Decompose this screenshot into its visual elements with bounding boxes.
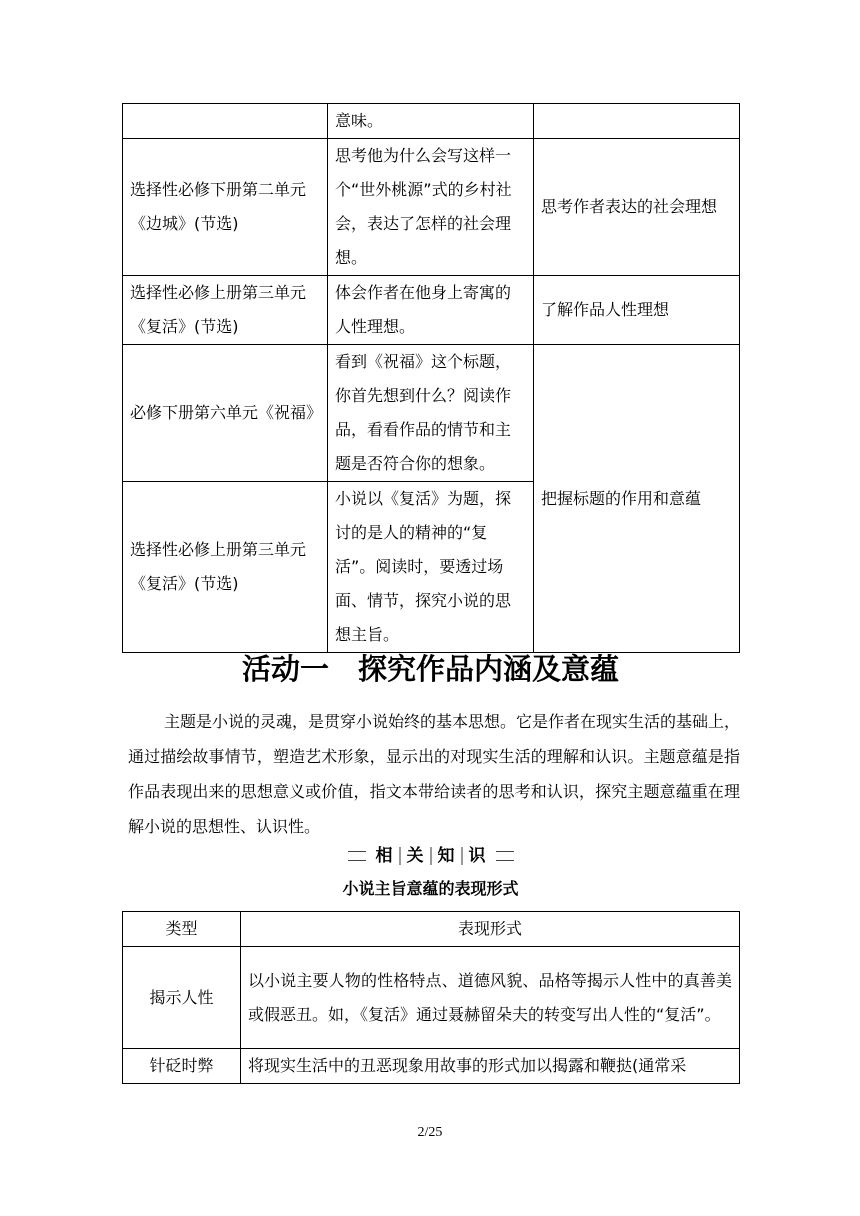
table-header-row — [123, 912, 740, 947]
knowledge-char: 关 — [401, 847, 432, 865]
table-cell: 选择性必修下册第二单元《边城》(节选) — [123, 139, 328, 276]
table-row — [123, 139, 740, 276]
table-title: 小说主旨意蕴的表现形式 — [342, 879, 519, 898]
body-paragraph — [128, 704, 740, 844]
table-cell: 体会作者在他身上寄寓的人性理想。 — [328, 276, 534, 345]
column-header: 表现形式 — [241, 912, 740, 947]
decorative-lines-left — [348, 851, 366, 861]
page-number: 2/25 — [417, 1125, 443, 1140]
decorative-lines-right — [496, 851, 514, 861]
knowledge-label — [370, 847, 492, 865]
table-cell: 意味。 — [328, 104, 534, 139]
table-cell: 了解作品人性理想 — [534, 276, 740, 345]
knowledge-char: 知 — [432, 847, 463, 865]
table-cell: 选择性必修上册第三单元《复活》(节选) — [123, 482, 328, 653]
table-cell: 看到《祝福》这个标题，你首先想到什么？阅读作品，看看作品的情节和主题是否符合你的想象。 — [328, 345, 534, 482]
table-cell: 思考作者表达的社会理想 — [534, 139, 740, 276]
table-cell: 选择性必修上册第三单元《复活》(节选) — [123, 276, 328, 345]
table-row — [123, 1049, 740, 1084]
table-cell: 思考他为什么会写这样一个“世外桃源”式的乡村社会，表达了怎样的社会理想。 — [328, 139, 534, 276]
table-cell: 揭示人性 — [123, 947, 241, 1049]
knowledge-char: 相 — [370, 847, 401, 865]
paragraph-text: 主题是小说的灵魂，是贯穿小说始终的基本思想。它是作者在现实生活的基础上，通过描绘故事情节，塑造艺术形象，显示出的对现实生活的理解和认识。主题意蕴是指作品表现出来的思想意义或价值，指文本带给读者的思考和认识，探究主题意蕴重在理解小说的思想性、认识性。 — [128, 712, 741, 836]
table-cell: 将现实生活中的丑恶现象用故事的形式加以揭露和鞭挞(通常采 — [241, 1049, 740, 1084]
table-cell: 把握标题的作用和意蕴 — [534, 345, 740, 653]
table-cell: 小说以《复活》为题，探讨的是人的精神的“复活”。阅读时，要透过场面、情节，探究小说的思想主旨。 — [328, 482, 534, 653]
knowledge-char: 识 — [468, 846, 486, 866]
table-cell: 必修下册第六单元《祝福》 — [123, 345, 328, 482]
table-cell — [534, 104, 740, 139]
knowledge-banner — [122, 843, 739, 869]
reading-task-table — [122, 103, 740, 653]
table-row — [123, 276, 740, 345]
table-row — [123, 104, 740, 139]
table-cell: 针砭时弊 — [123, 1049, 241, 1084]
theme-forms-table — [122, 911, 740, 1084]
section-heading: 活动一 探究作品内涵及意蕴 — [241, 652, 619, 686]
table-row — [123, 947, 740, 1049]
table-cell — [123, 104, 328, 139]
column-header: 类型 — [123, 912, 241, 947]
table-row — [123, 345, 740, 482]
table-cell: 以小说主要人物的性格特点、道德风貌、品格等揭示人性中的真善美或假恶丑。如，《复活》通过聂赫留朵夫的转变写出人性的“复活”。 — [241, 947, 740, 1049]
